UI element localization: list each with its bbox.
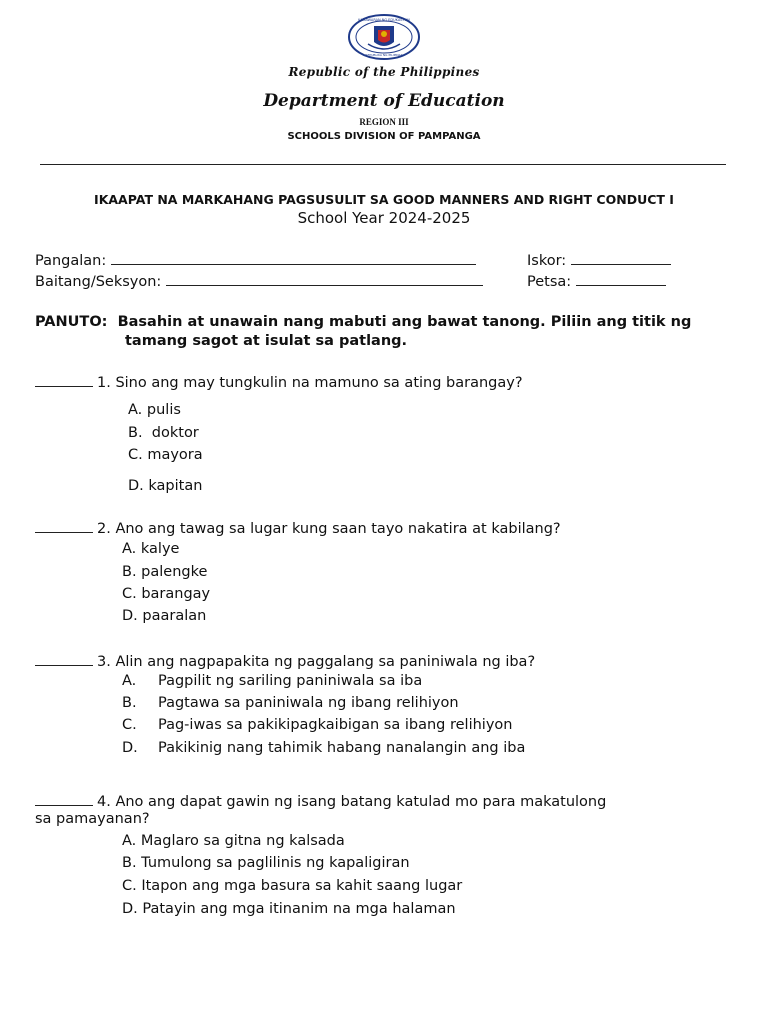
republic-heading: Republic of the Philippines <box>288 65 480 79</box>
seal-text: KAGAWARAN NG EDUKASYON <box>358 18 410 22</box>
name-blank[interactable] <box>111 250 476 265</box>
instructions-line-2: tamang sagot at isulat sa patlang. <box>125 333 408 349</box>
name-label: Pangalan: <box>35 253 107 269</box>
question-1 <box>35 372 523 391</box>
school-year: School Year 2024-2025 <box>297 209 471 227</box>
option-3a: A. Pagpilit ng sariling paniniwala sa iba <box>122 673 423 689</box>
grade-section-blank[interactable] <box>166 271 483 286</box>
question-2 <box>35 518 561 537</box>
deped-seal-icon <box>348 14 420 60</box>
question-2-text: 2. Ano ang tawag sa lugar kung saan tayo nakatira at kabilang? <box>97 521 561 537</box>
option-4d: D. Patayin ang mga itinanim na mga halaman <box>122 901 456 917</box>
score-blank[interactable] <box>571 250 671 265</box>
question-3-text: 3. Alin ang nagpapakita ng paggalang sa paniniwala ng iba? <box>97 654 536 670</box>
question-4-text-cont: sa pamayanan? <box>35 811 150 827</box>
option-2c: C. barangay <box>122 586 211 602</box>
option-3c: C. Pag-iwas sa pakikipagkaibigan sa ibang relihiyon <box>122 717 513 733</box>
header-divider <box>40 164 726 165</box>
option-3d: D. Pakikinig nang tahimik habang nanalangin ang iba <box>122 740 526 756</box>
department-heading: Department of Education <box>263 91 505 111</box>
option-4b: B. Tumulong sa paglilinis ng kapaligiran <box>122 855 410 871</box>
option-1c: C. mayora <box>128 447 203 463</box>
option-2d: D. paaralan <box>122 608 207 624</box>
score-label: Iskor: <box>527 253 567 269</box>
answer-blank-1[interactable] <box>35 372 93 387</box>
instructions <box>35 311 691 333</box>
instructions-line-1: Basahin at unawain nang mabuti ang bawat tanong. Piliin ang titik ng <box>117 314 692 330</box>
answer-blank-2[interactable] <box>35 518 93 533</box>
option-4c: C. Itapon ang mga basura sa kahit saang lugar <box>122 878 463 894</box>
question-3 <box>35 651 535 670</box>
option-3b: B. Pagtawa sa paniniwala ng ibang relihiyon <box>122 695 459 711</box>
date-blank[interactable] <box>576 271 666 286</box>
question-4-text: 4. Ano ang dapat gawin ng isang batang katulad mo para makatulong <box>97 794 607 810</box>
option-2a: A. kalye <box>122 541 180 557</box>
region-heading: REGION III <box>359 117 409 127</box>
option-1b: B. doktor <box>128 425 199 441</box>
question-1-text: 1. Sino ang may tungkulin na mamuno sa ating barangay? <box>97 375 523 391</box>
grade-section-label: Baitang/Seksyon: <box>35 274 162 290</box>
name-field[interactable] <box>35 250 476 269</box>
seal-subtext: REPUBLIKA NG PILIPINAS <box>365 53 403 57</box>
date-field[interactable] <box>527 271 666 290</box>
question-4 <box>35 791 606 810</box>
option-1d: D. kapitan <box>128 478 203 494</box>
option-1a: A. pulis <box>128 402 181 418</box>
instructions-label: PANUTO: <box>35 314 108 330</box>
grade-section-field[interactable] <box>35 271 483 290</box>
answer-blank-4[interactable] <box>35 791 93 806</box>
date-label: Petsa: <box>527 274 572 290</box>
score-field[interactable] <box>527 250 671 269</box>
option-4a: A. Maglaro sa gitna ng kalsada <box>122 833 345 849</box>
option-2b: B. palengke <box>122 564 208 580</box>
exam-title: IKAAPAT NA MARKAHANG PAGSUSULIT SA GOOD MANNERS AND RIGHT CONDUCT I <box>94 192 674 207</box>
division-heading: SCHOOLS DIVISION OF PAMPANGA <box>287 131 481 142</box>
answer-blank-3[interactable] <box>35 651 93 666</box>
